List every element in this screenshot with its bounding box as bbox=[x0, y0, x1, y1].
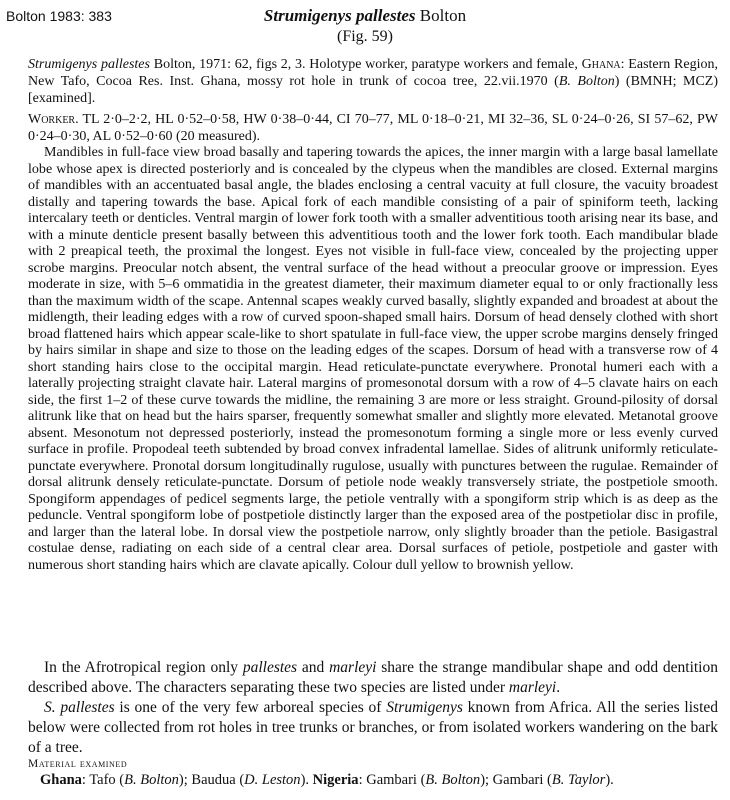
collector-name: B. Bolton bbox=[124, 772, 179, 788]
synonymy-text-1: Bolton, 1971: 62, figs 2, 3. Holotype worker, paratype workers and female, bbox=[149, 57, 582, 72]
genus-name: Strumigenys bbox=[386, 699, 463, 716]
measurements-paragraph bbox=[28, 112, 718, 145]
discussion-text: share the strange mandibular shape and odd dentition described above. The characters separating these two species are listed under bbox=[28, 659, 718, 696]
synonymy-name: Strumigenys pallestes bbox=[28, 57, 150, 72]
collector-name: D. Leston bbox=[244, 772, 301, 788]
caste-label: Worker. bbox=[28, 112, 79, 127]
material-examined-heading: Material examined bbox=[28, 758, 128, 770]
material-examined-list bbox=[40, 772, 614, 789]
synonymy-country: Ghana bbox=[581, 57, 621, 72]
collector-name: B. Taylor bbox=[551, 772, 606, 788]
description-paragraph: Mandibles in full-face view broad basally and tapering towards the apices, the inner margin with a large basal lamellate lobe whose apex is directed posteriorly and is concealed by the clypeus when the mandibles are closed. External margins of mandibles with an accentuated basal angle, the blades enclosing a central vacuity at full closure, the vacuity broadest distally and tapering towards the base. Apical fork of each mandible consisting of a pair of spiniform teeth, lacking intercalary teeth or denticles. Ventral margin of lower fork tooth with a smaller adventitious tooth arising near its base, and with a minute denticle present basally between this adventitious tooth and the lower fork tooth. Each mandibular blade with 2 preapical teeth, the proximal the longest. Eyes not visible in full-face view, concealed by the projecting upper scrobe margins. Preocular notch absent, the ventral surface of the head without a preocular groove or impression. Eyes moderate in size, with 5–6 ommatidia in the greatest diameter, their maximum diameter equal to or only fractionally less than the maximum width of the scape. Antennal scapes weakly curved basally, slightly expanded and broadest at about the midlength, their leading edges with a row of curved spoon-shaped small hairs. Dorsum of head densely clothed with short broad flattened hairs which appear scale-like to short spatulate in full-face view, the upper scrobe margins densely fringed by hairs similar in shape and size to those on the leading edges of the scapes. Dorsum of head with a transverse row of 4 short standing hairs close to the occipital margin. Head reticulate-punctate everywhere. Pronotal humeri each with a laterally projecting straight clavate hair. Lateral margins of promesonotal dorsum with a row of 4–5 clavate hairs on each side, the first 1–2 of these curve towards the midline, the remaining 3 are more or less straight. Ground-pilosity of dorsal alitrunk like that on head but the hairs sparser, frequently somewhat smaller and slightly more elevated. Metanotal groove absent. Mesonotum not depressed posteriorly, instead the promesonotum forming a single more or less evenly curved surface in profile. Propodeal teeth subtended by broad convex infradental lamellae. Sides of alitrunk uniformly reticulate-punctate everywhere. Pronotal dorsum longitudinally rugulose, usually with punctures between the rugulae. Remainder of dorsal alitrunk densely reticulate-punctate. Dorsum of petiole node weakly transversely striate, the postpetiole smooth. Spongiform appendages of pedicel segments large, the petiole ventrally with a spongiform strip which is as deep as the peduncle. Ventral spongiform lobe of postpetiole distinctly larger than the exposed area of the postpetiolar disc in profile, and larger than the lateral lobe. In dorsal view the postpetiole narrow, only slightly broader than the petiole. Basigastral costulae dense, radiating on each side of a central clear area. Dorsal surfaces of petiole, postpetiole and gaster with numerous short standing hairs which are clavate apically. Colour dull yellow to brownish yellow. bbox=[28, 144, 718, 573]
species-name: S. pallestes bbox=[44, 699, 115, 716]
country-name: Ghana bbox=[40, 772, 82, 788]
locality-text: : Tafo ( bbox=[81, 772, 125, 788]
discussion-paragraph-1 bbox=[28, 658, 718, 698]
reference-citation: Bolton 1983: 383 bbox=[6, 8, 112, 24]
synonymy-text-2: : Eastern Region, New Tafo, Cocoa Res. Inst. Ghana, mossy rot hole in trunk of cocoa tree, 22.vii.1970 ( bbox=[28, 57, 718, 89]
species-title bbox=[0, 6, 730, 26]
collector-name: B. Bolton bbox=[425, 772, 481, 788]
discussion-section bbox=[28, 658, 718, 758]
locality-text: ). bbox=[605, 772, 614, 788]
synonymy-text-3: ) (BMNH; MCZ) [examined]. bbox=[28, 74, 718, 106]
locality-text: : Gambari ( bbox=[358, 772, 426, 788]
measurement-values: TL 2·0–2·2, HL 0·52–0·58, HW 0·38–0·44, CI 70–77, ML 0·18–0·21, MI 32–36, SL 0·24–0·26, SI 57–62, PW 0·24–0·30, AL 0·52–0·60 (20 measured). bbox=[28, 112, 718, 144]
synonymy-paragraph bbox=[28, 56, 718, 107]
discussion-paragraph-2 bbox=[28, 698, 718, 758]
discussion-text: In the Afrotropical region only bbox=[44, 659, 243, 676]
locality-text: ); Gambari ( bbox=[480, 772, 552, 788]
synonymy-collector: B. Bolton bbox=[558, 74, 615, 89]
country-name: Nigeria bbox=[312, 772, 359, 788]
discussion-text: . bbox=[556, 679, 561, 696]
locality-text: ); Baudua ( bbox=[178, 772, 245, 788]
discussion-text: known from Africa. All the series listed below were collected from rot holes in tree trunks or branches, or from isolated workers wandering on the bark of a tree. bbox=[28, 699, 719, 756]
discussion-text: is one of the very few arboreal species of bbox=[114, 699, 387, 716]
species-epithet: marleyi bbox=[329, 659, 377, 676]
discussion-text: and bbox=[297, 659, 330, 676]
species-name: Strumigenys pallestes bbox=[263, 6, 416, 25]
locality-text: ). bbox=[300, 772, 313, 788]
species-epithet: pallestes bbox=[242, 659, 298, 676]
species-author: Bolton bbox=[419, 6, 467, 25]
figure-reference: (Fig. 59) bbox=[337, 28, 393, 45]
species-epithet: marleyi bbox=[508, 679, 557, 696]
